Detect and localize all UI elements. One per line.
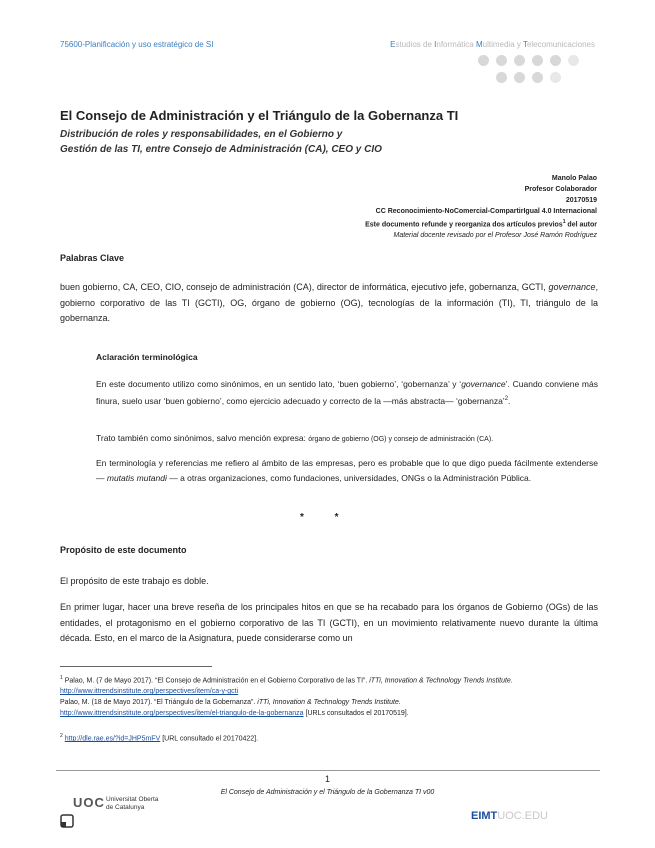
uoc-logo: UOC	[73, 795, 105, 810]
footnote-1: $^1$ Palao, M. (7 de Mayo 2017). “El Consejo de Administración en el Gobierno Corporativo de las TI”. iTTi, Innovation & Technology Trends Institute. http://www.ittrendsinstitute.org/perspectives/item/ca-y-gcti Palao, M. (18 de Mayo 2017). “El Triángulo de la Gobernanza”. iTTi, Innovation & Technology Trends Institute. http://www.ittrendsinstitute.org/perspectives/item/el-triangulo-de-la-gobernanza [URLs consultados el 20170519].	[60, 675, 513, 718]
footnote-divider	[60, 666, 212, 667]
footer-divider	[56, 770, 600, 771]
keywords-heading: Palabras Clave	[60, 253, 125, 263]
note-paragraph-1: En este documento utilizo como sinónimos, en un sentido lato, ‘buen gobierno’, ‘gobernanza’ y ‘governance’. Cuando conviene más finura, suelo usar ‘buen gobierno’, como ejercicio adecuado y correcto de la —más abstracta— ‘gobernanza’$^2$.	[96, 379, 598, 406]
studies-header-part: M	[475, 40, 483, 49]
footnote-2: $^2$ http://dle.rae.es/?id=JHP5mFV [URL consultado el 20170422].	[60, 733, 259, 743]
purpose-paragraph-1: El propósito de este trabajo es doble.	[60, 576, 209, 586]
uoc-name: Universitat Oberta de Catalunya	[106, 796, 159, 811]
uoc-mark-icon	[60, 814, 74, 828]
author-name: Manolo Palao	[551, 175, 597, 182]
rework-note: Este documento refunde y reorganiza dos artículos previos$^1$ del autor	[365, 219, 597, 229]
note-paragraph-2: Trato también como sinónimos, salvo mención expresa: órgano de gobierno (OG) y consejo de administración (CA).	[96, 433, 494, 443]
author-role: Profesor Colaborador	[524, 186, 597, 193]
footnote-link[interactable]: http://dle.rae.es/?id=JHP5mFV	[64, 735, 161, 743]
section-separator: * *	[300, 512, 353, 523]
eimt-logo: EIMTUOC.EDU	[471, 810, 549, 822]
note-paragraph-3: En terminología y referencias me refiero al ámbito de las empresas, pero es probable que lo que digo pueda fácilmente extenderse — mutatis mutandi — a otras organizaciones, como fundaciones, universidades, ONGs o la Administración Pública.	[96, 458, 598, 483]
purpose-heading: Propósito de este documento	[60, 545, 187, 555]
course-header: 75600-Planificación y uso estratégico de SI	[60, 40, 214, 49]
studies-header-part: studios de	[395, 40, 435, 49]
footer-doc-title: El Consejo de Administración y el Triángulo de la Gobernanza TI v00	[220, 789, 435, 796]
author-date: 20170519	[565, 197, 597, 204]
document-subtitle: Distribución de roles y responsabilidades, en el Gobierno y Gestión de las TI, entre Consejo de Administración (CA), CEO y CIO	[60, 129, 382, 155]
studies-header-part: nformática	[436, 40, 476, 49]
studies-header	[390, 40, 595, 49]
footnote-link[interactable]: http://www.ittrendsinstitute.org/perspectives/item/ca-y-gcti	[60, 688, 239, 696]
decorative-dots-logo	[478, 52, 598, 92]
purpose-paragraph-2: En primer lugar, hacer una breve reseña de los principales hitos en que se ha recabado para los órganos de Gobierno (OGs) de las entidades, el protagonismo en el gobierno corporativo de las TI (GCTI), en un movimiento relativamente nuevo durante la última década. Esto, en el marco de la Asignatura, puede considerarse como un	[60, 602, 598, 643]
note-heading: Aclaración terminológica	[96, 352, 198, 362]
license: CC Reconocimiento-NoComercial-CompartirIgual 4.0 Internacional	[375, 208, 597, 215]
revised-note: Material docente revisado por el Profesor José Ramón Rodríguez	[393, 232, 597, 240]
studies-header-part: ultimedia y	[482, 40, 523, 49]
footnote-link[interactable]: http://www.ittrendsinstitute.org/perspectives/item/el-triangulo-de-la-gobernanza	[60, 710, 304, 718]
studies-header-part: elecomunicaciones	[526, 40, 595, 49]
studies-header-part: E	[390, 40, 396, 49]
author-block	[365, 173, 597, 241]
studies-header-part: I	[434, 40, 437, 49]
studies-header-part: T	[522, 40, 527, 49]
keywords-text: buen gobierno, CA, CEO, CIO, consejo de administración (CA), director de informática, ejecutivo jefe, gobernanza, GCTI, governance, gobierno corporativo de las TI (GCTI), OG, órgano de gobierno (OG), tecnologías de la información (TI), TI, triángulo de la gobernanza.	[60, 282, 598, 323]
page-number: 1	[324, 774, 330, 784]
document-title: El Consejo de Administración y el Triángulo de la Gobernanza TI	[60, 108, 459, 123]
